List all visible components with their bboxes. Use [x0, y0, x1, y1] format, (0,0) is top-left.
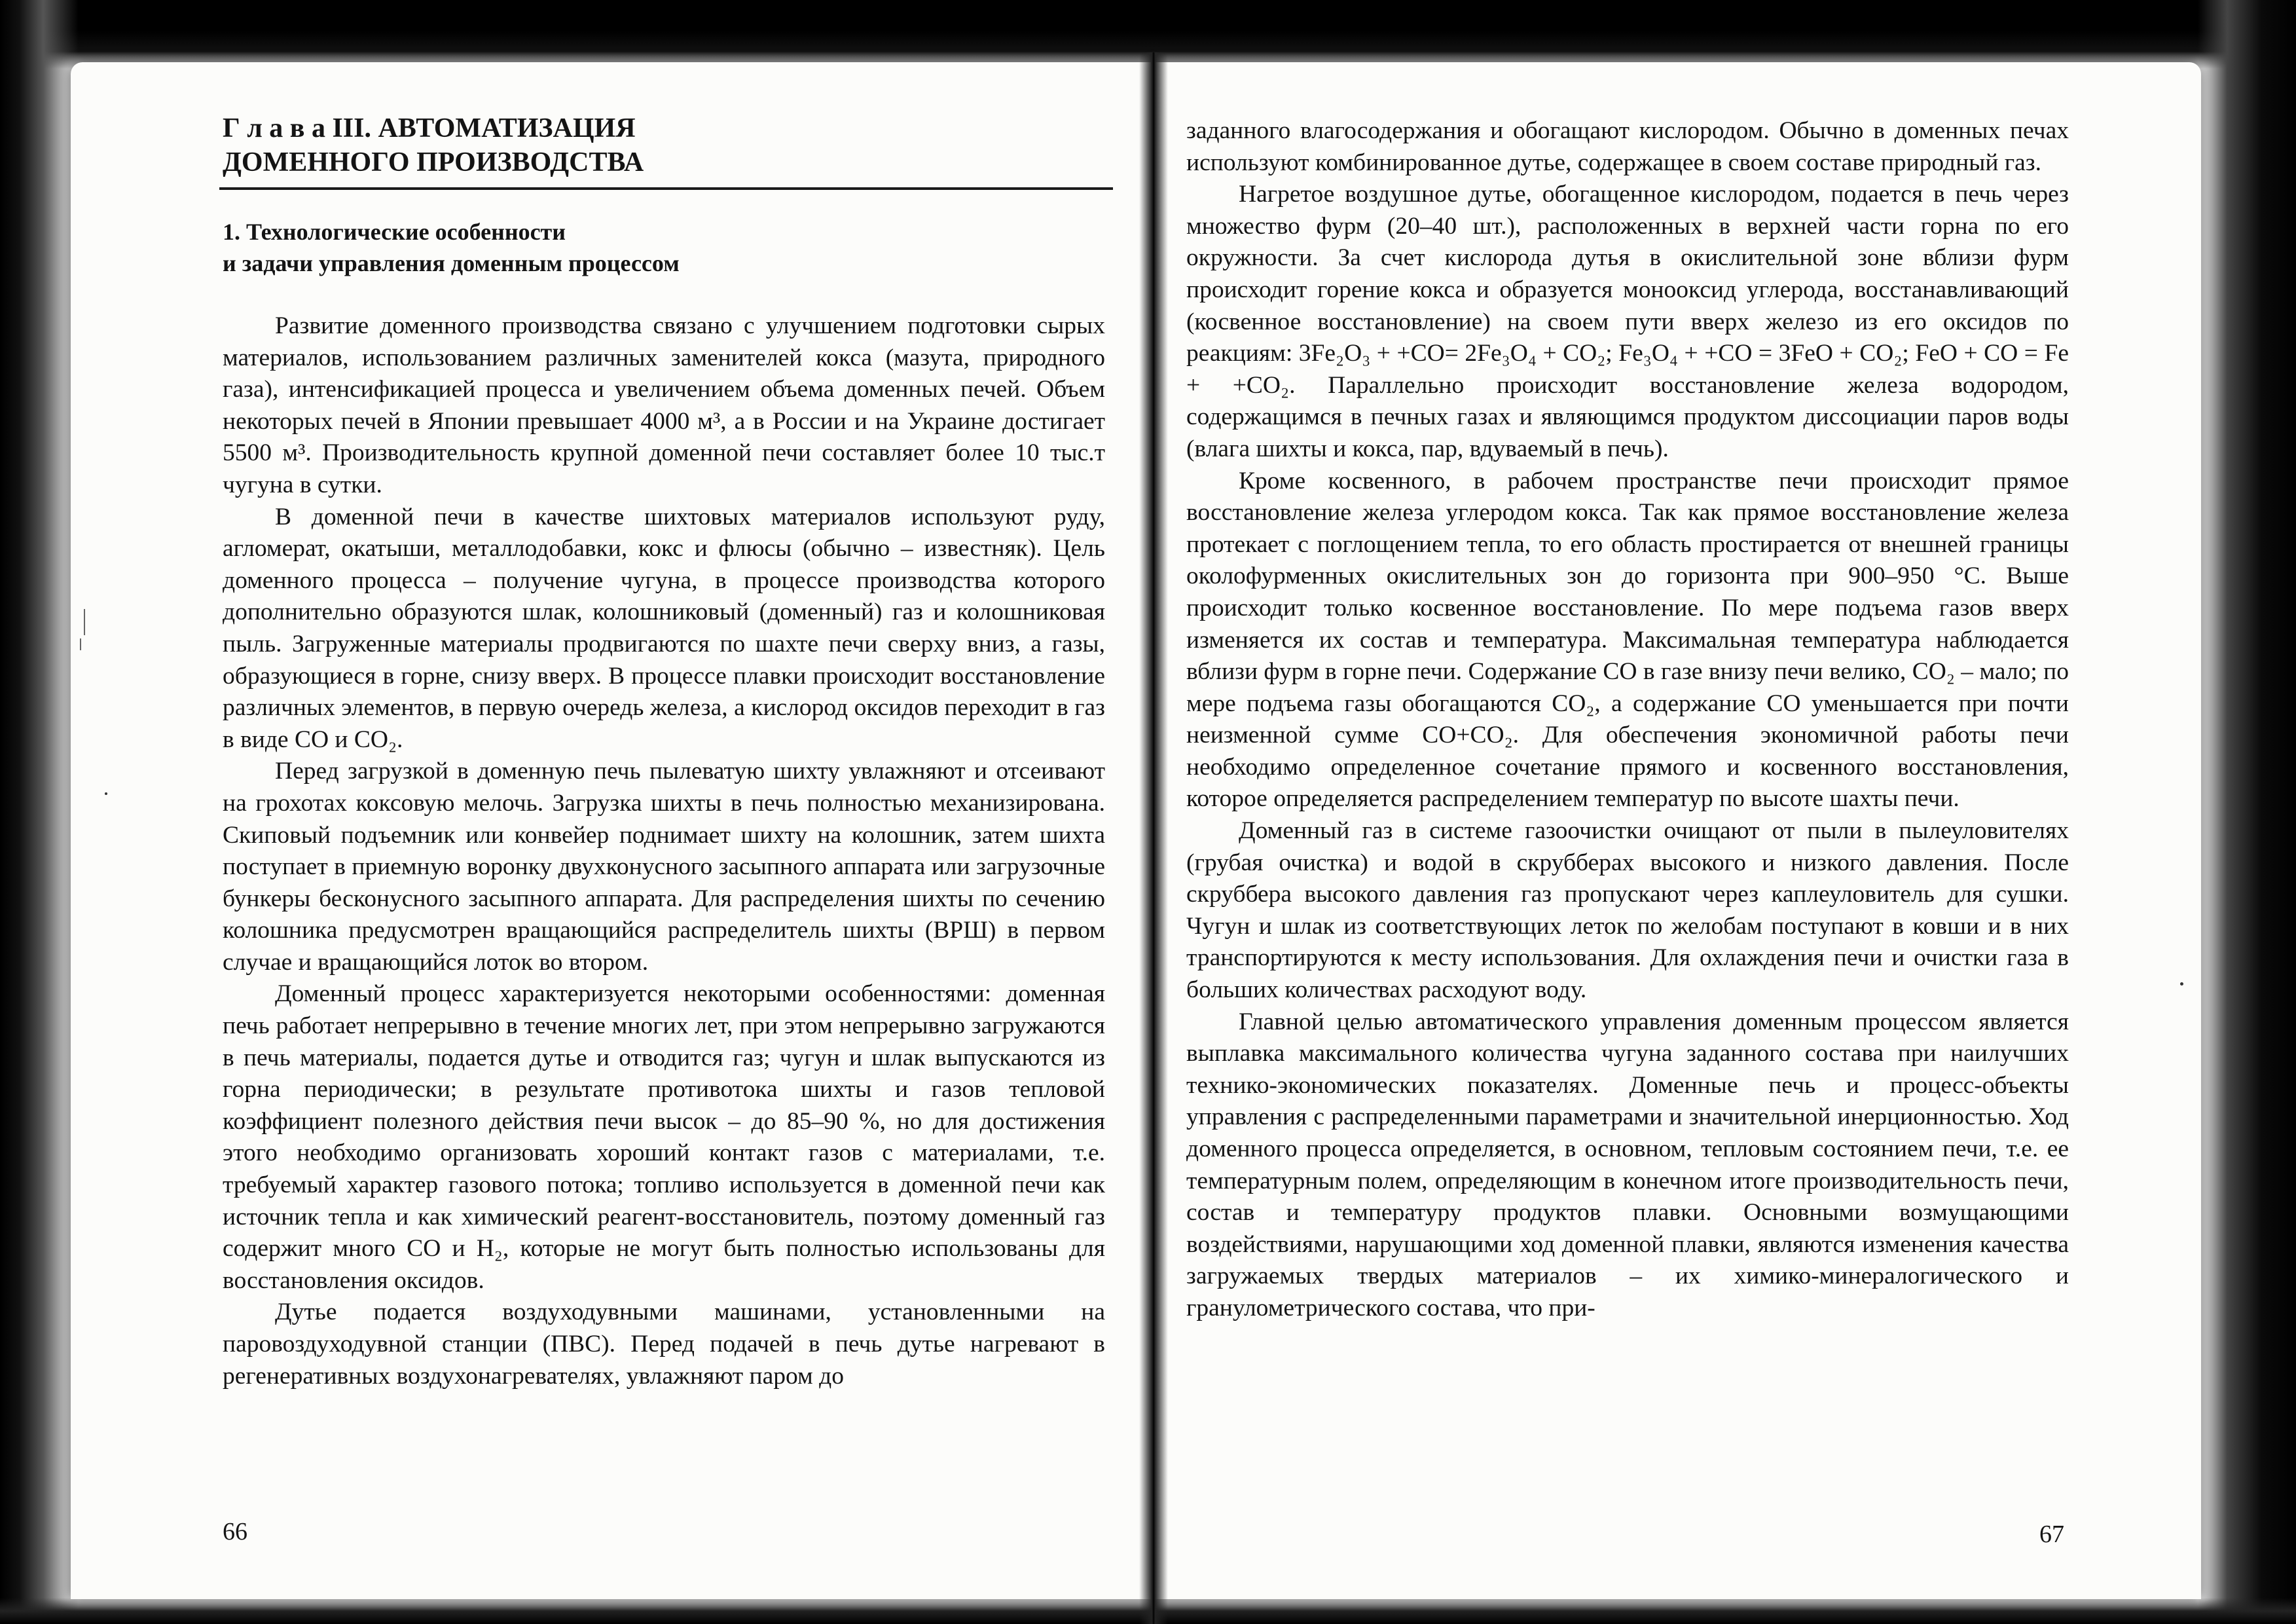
heading-rule: [219, 187, 1113, 190]
section-heading: [223, 216, 1074, 279]
margin-mark: [84, 609, 85, 635]
margin-mark: [80, 638, 81, 650]
paragraph-right-4: Доменный газ в системе газоочистки очищают от пыли в пылеуловителях (грубая очистка) и водой в скрубберах высокого и низкого давления. После скруббера высокого давления газ пропускают через каплеуловитель для сушки. Чугун и шлак из соответствующих леток по желобам поступают в ковши и в них транспортируются к месту использования. Для охлаждения печи и очистки газа в больших количествах расходуют воду.: [1186, 817, 2069, 1004]
page-number-right: 67: [2039, 1521, 2064, 1548]
paragraph-right-5: Главной целью автоматического управления доменным процессом является выплавка максимального количества чугуна заданного состава при наилучших технико-экономических показателях. Доменные печь и процесс-объекты управления с распределенными параметрами и значительной инерционностью. Ход доменного процесса определяется, в основном, тепловым состоянием печи, т.е. ее температурным полем, определяющим в конечном итоге производительность печи, состав и температуру продуктов плавки. Основными возмущающими воздействиями, нарушающими ход доменной плавки, являются изменения качества загружаемых твердых материалов – их химико-минералогического и гранулометрического состава, что при-: [1186, 1008, 2069, 1321]
scan-speck: [2180, 982, 2183, 986]
chapter-heading-line-1: Г л а в а III. АВТОМАТИЗАЦИЯ: [223, 113, 636, 143]
section-heading-line-1: 1. Технологические особенности: [223, 219, 566, 245]
section-heading-line-2: и задачи управления доменным процессом: [223, 250, 680, 276]
paragraph-right-3: Кроме косвенного, в рабочем пространстве печи происходит прямое восстановление железа углеродом кокса. Так как прямое восстановление железа протекает с поглощением тепла, то его область простирается от внешней границы околофурменных окислительных зон до горизонта при 900–950 °C. Выше происходит только косвенное восстановление. По мере подъема газов вверх изменяется их состав и температура. Максимальная температура наблюдается вблизи фурм в горне печи. Содержание CO в газе внизу печи велико, CO₂ – мало; по мере подъема газы обогащаются CO₂, а содержание CO уменьшается при почти неизменной сумме CO+CO₂. Для обеспечения экономичной работы печи необходимо определенное сочетание прямого и косвенного восстановления, которое определяется распределением температур по высоте шахты печи.: [1186, 467, 2069, 813]
paragraph-right-1: заданного влагосодержания и обогащают кислородом. Обычно в доменных печах используют комбинированное дутье, содержащее в своем составе природный газ.: [1186, 117, 2069, 176]
page-number-left: 66: [223, 1518, 247, 1545]
paragraph-right-2: Нагретое воздушное дутье, обогащенное кислородом, подается в печь через множество фурм (20–40 шт.), расположенных в верхней части горна по его окружности. За счет кислорода дутья в окислительной зоне вблизи фурм происходит горение кокса и образуется монооксид углерода, восстанавливающий (косвенное восстановление) на своем пути вверх железо из его оксидов по реакциям: 3Fe₂O₃ + +CO= 2Fe₃O₄ + CO₂; Fe₃O₄ + +CO = 3FeO + CO₂; FeO + CO = Fe + +CO₂. Параллельно происходит восстановление железа водородом, содержащимся в печных газах и являющимся продуктом диссоциации паров воды (влага шихты и кокса, пар, вдуваемый в печь).: [1186, 181, 2069, 462]
scan-right-shadow: [2198, 0, 2296, 1624]
chapter-heading-line-2: ДОМЕННОГО ПРОИЗВОДСТВА: [223, 147, 644, 177]
paragraph-left-1: Развитие доменного производства связано с улучшением подготовки сырых материалов, использованием различных заменителей кокса (мазута, природного газа), интенсификацией процесса и увеличением объема доменных печей. Объем некоторых печей в Японии превышает 4000 м³, а в России и на Украине достигает 5500 м³. Производительность крупной доменной печи составляет более 10 тыс.т чугуна в сутки.: [223, 312, 1105, 498]
right-page-body: [1186, 115, 2069, 1325]
scan-speck: [105, 792, 107, 795]
paragraph-left-3: Перед загрузкой в доменную печь пылеватую шихту увлажняют и отсеивают на грохотах коксовую мелочь. Загрузка шихты в печь полностью механизирована. Скиповый подъемник или конвейер поднимает шихту на колошник, затем шихта поступает в приемную воронку двухконусного засыпного аппарата или загрузочные бункеры бесконусного засыпного аппарата. Для распределения шихты по сечению колошника предусмотрен вращающийся распределитель шихты (ВРШ) в первом случае и вращающийся лоток во втором.: [223, 758, 1105, 976]
left-page-body: [223, 310, 1105, 1392]
book-spine: [1139, 52, 1168, 1624]
paragraph-left-5: Дутье подается воздуходувными машинами, установленными на паровоздуходувной станции (ПВС). Перед подачей в печь дутье нагревают в регенеративных воздухонагревателях, увлажняют паром до: [223, 1299, 1105, 1390]
paragraph-left-4: Доменный процесс характеризуется некоторыми особенностями: доменная печь работает непрерывно в течение многих лет, при этом непрерывно загружаются в печь материалы, подается дутье и отводится газ; чугун и шлак выпускаются из горна периодически; в результате противотока шихты и газов тепловой коэффициент полезного действия печи высок – до 85–90 %, но для достижения этого необходимо организовать хороший контакт газов с материалами, т.е. требуемый характер газового потока; топливо используется в доменной печи как источник тепла и как химический реагент-восстановитель, поэтому доменный газ содержит много CO и H₂, которые не могут быть полностью использованы для восстановления оксидов.: [223, 980, 1105, 1294]
chapter-heading: [223, 111, 1113, 179]
paragraph-left-2: В доменной печи в качестве шихтовых материалов используют руду, агломерат, окатыши, металлодобавки, кокс и флюсы (обычно – известняк). Цель доменного процесса – получение чугуна, в процессе производства которого дополнительно образуются шлак, колошниковый (доменный) газ и колошниковая пыль. Загруженные материалы продвигаются по шахте печи сверху вниз, а газы, образующиеся в горне, снизу вверх. В процессе плавки происходит восстановление различных элементов, в первую очередь железа, а кислород оксидов переходит в газ в виде CO и CO₂.: [223, 503, 1105, 753]
scan-left-shadow: [0, 0, 79, 1624]
